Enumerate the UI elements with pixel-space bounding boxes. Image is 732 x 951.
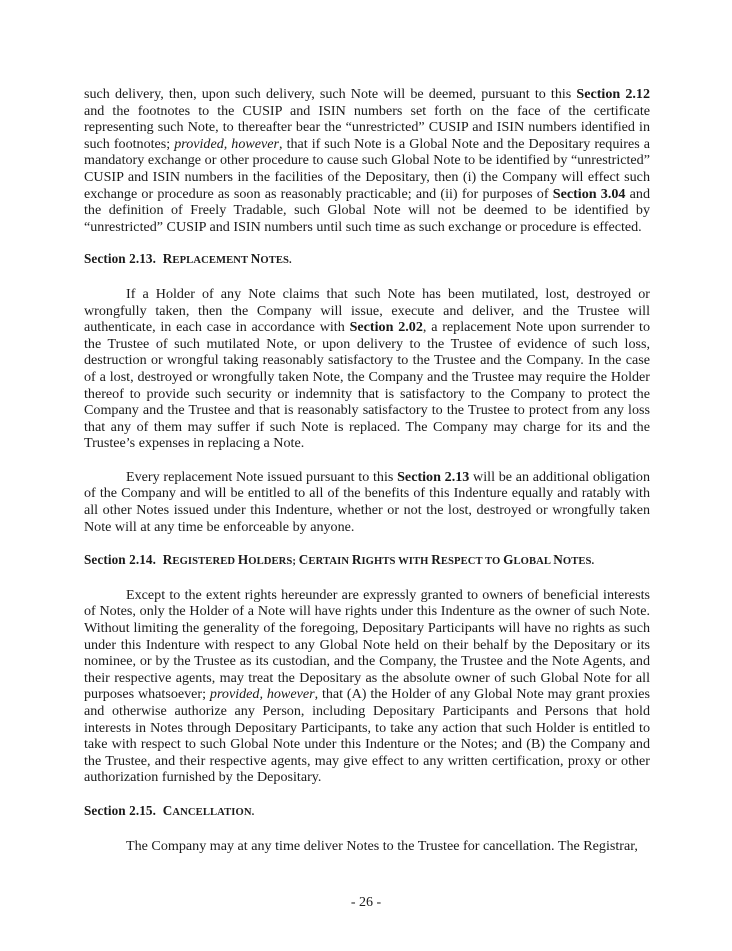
paragraph-cancellation: The Company may at any time deliver Notes to the Trustee for cancellation. The Registrar, [126,837,638,854]
section-ref: Section 2.12 [576,86,650,102]
paragraph-replacement-notes: If a Holder of any Note claims that such Note has been mutilated, lost, destroyed or wrongfully taken, then the Company will issue, execute and deliver, and the Trustee will authenticate, in each case in accordance with Section 2.02, a replacement Note upon surrender to the Trustee of such mutilated Note, or upon delivery to the Trustee of evidence of such loss, destruction or wrongful taking reasonably satisfactory to the Trustee and the Company. In the case of a lost, destroyed or wrongfully taken Note, the Company and the Trustee may require the Holder thereof to provide such security or indemnity that is satisfactory to the Company to protect the Company and the Trustee and that is reasonably satisfactory to the Trustee to protect from any loss that any of them may suffer if such Note is replaced. The Company may charge for its and the Trustee’s expenses in replacing a Note. [84,285,651,452]
paragraph-registered-holders: Except to the extent rights hereunder are expressly granted to owners of beneficial interests of Notes, only the Holder of a Note will have rights under this Indenture as the owner of such Note. Without limiting the generality of the foregoing, Depositary Participants will have no rights as such under this Indenture with respect to any Global Note held on their behalf by the Depositary or its nominee, or by the Trustee as its custodian, and the Company, the Trustee and the Note Agents, and their respective agents, may treat the Depositary as the absolute owner of such Global Note for all purposes whatsoever; provided, however, that (A) the Holder of any Global Note may grant proxies and otherwise authorize any Person, including Depositary Participants and Persons that hold interests in Notes through Depositary Participants, to take any action that such Holder is entitled to take with respect to such Global Note under this Indenture or the Notes; and (B) the Company and the Trustee, and their respective agents, may give effect to any written certification, proxy or other authorization furnished by the Depositary. [84,586,650,786]
section-ref: Section 2.13 [397,468,470,485]
paragraph-continued: such delivery, then, upon such delivery, such Note will be deemed, pursuant to this Section 2.12 and the footnotes to the CUSIP and ISIN numbers set forth on the face of the certificate representing such Note, to thereafter bear the “unrestricted” CUSIP and ISIN numbers identified in such footnotes; provided, however, that if such Note is a Global Note and the Depositary requires a mandatory exchange or other procedure to cause such Global Note to be identified by “unrestricted” CUSIP and ISIN numbers in the facilities of the Depositary, then (i) the Company will effect such exchange or procedure as soon as reasonably practicable; and (ii) for purposes of Section 3.04 and the definition of Freely Tradable, such Global Note will not be deemed to be identified by “unrestricted” CUSIP and ISIN numbers until such time as such exchange or procedure is effected. [84,86,651,235]
section-heading-2-14: Section 2.14. REGISTERED HOLDERS; CERTAIN RIGHTS WITH RESPECT TO GLOBAL NOTES. [84,552,595,568]
section-heading-2-15: Section 2.15. CANCELLATION. [84,802,255,818]
section-ref: Section 2.02 [349,319,423,336]
page-number: - 26 - [350,895,382,910]
document-page [84,86,650,854]
paragraph-replacement-obligation: Every replacement Note issued pursuant to this Section 2.13 will be an additional obligation of the Company and will be entitled to all of the benefits of this Indenture equally and ratably with all other Notes issued under this Indenture, whether or not the lost, destroyed or wrongfully taken Note will at any time be enforceable by anyone. [84,468,650,535]
section-heading-2-13: Section 2.13. REPLACEMENT NOTES. [84,251,292,267]
section-ref: Section 3.04 [552,185,626,202]
